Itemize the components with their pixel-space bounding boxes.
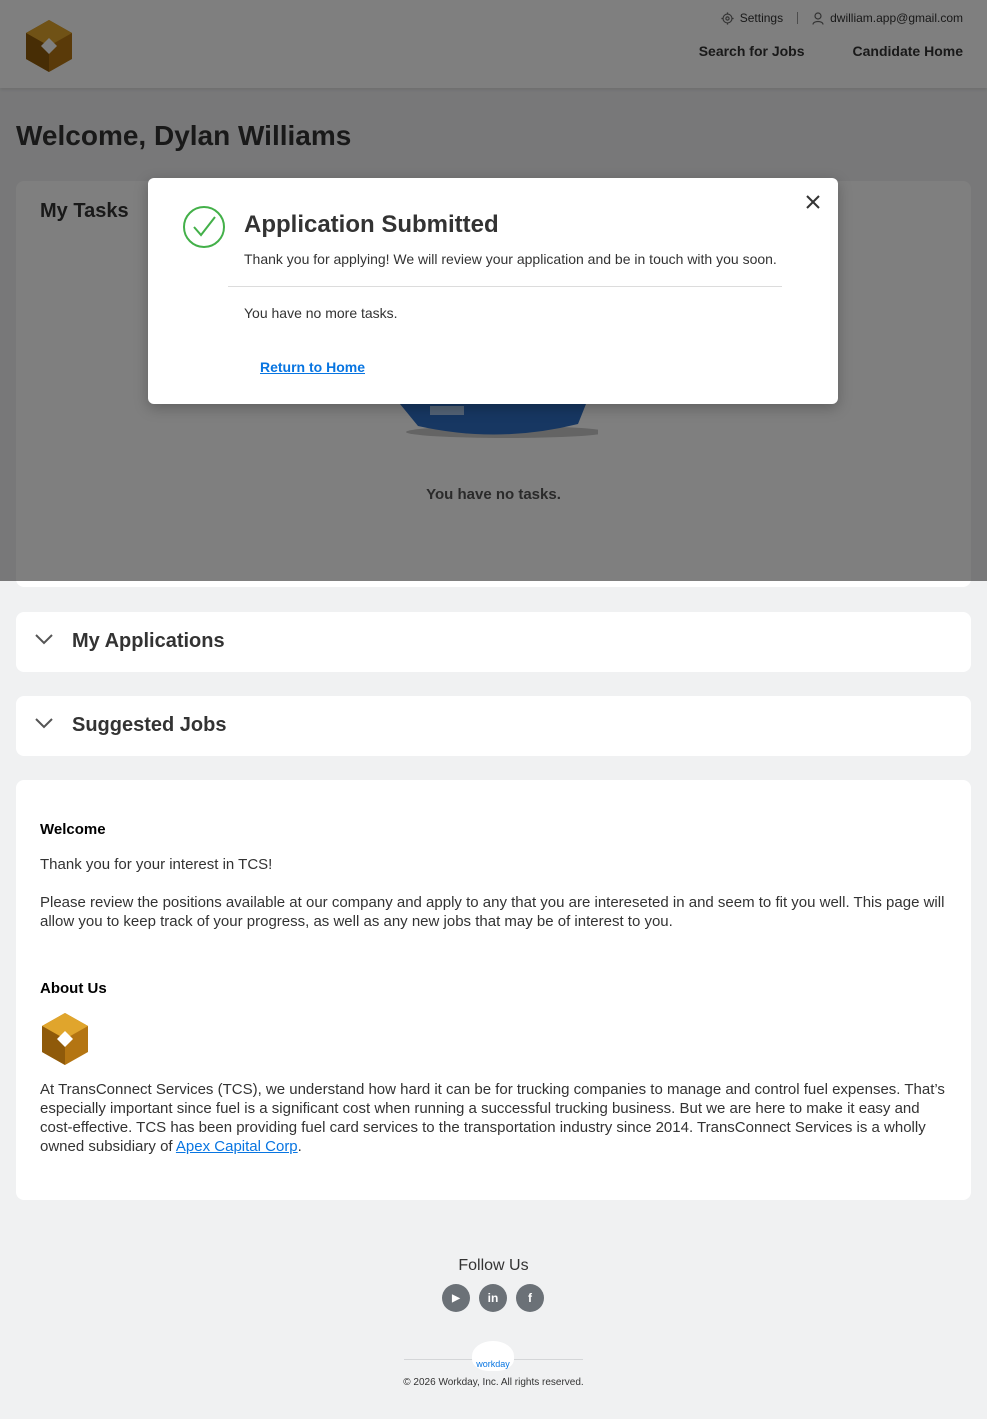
dialog-message: Thank you for applying! We will review your application and be in touch with you soon. xyxy=(244,251,777,267)
copyright-text: © 2026 Workday, Inc. All rights reserved. xyxy=(403,1377,584,1388)
return-to-home-link[interactable]: Return to Home xyxy=(260,359,365,375)
youtube-icon[interactable]: ▶ xyxy=(442,1284,470,1312)
about-text-end: . xyxy=(297,1138,302,1155)
about-description xyxy=(40,1080,945,1156)
apex-capital-link[interactable]: Apex Capital Corp xyxy=(175,1138,298,1155)
chevron-down-icon[interactable] xyxy=(34,632,54,646)
company-info-card xyxy=(16,780,971,1200)
dialog-title: Application Submitted xyxy=(244,211,499,238)
social-links xyxy=(442,1284,544,1312)
no-more-tasks-text: You have no more tasks. xyxy=(244,305,398,321)
linkedin-icon[interactable]: in xyxy=(479,1284,507,1312)
footer-divider xyxy=(514,1359,583,1360)
company-logo xyxy=(42,1012,88,1066)
check-circle-icon xyxy=(182,205,226,249)
divider xyxy=(228,286,782,287)
welcome-line: Thank you for your interest in TCS! xyxy=(40,856,273,873)
suggested-jobs-card[interactable] xyxy=(16,696,971,756)
chevron-down-icon[interactable] xyxy=(34,716,54,730)
about-heading: About Us xyxy=(40,980,107,997)
close-icon[interactable] xyxy=(804,193,822,211)
welcome-heading: Welcome xyxy=(40,821,106,838)
welcome-description: Please review the positions available at our company and apply to any that you are intereseted in and seem to fit you well. This page will allow you to keep track of your progress, as well as any new jobs that may be of interest to you. xyxy=(40,894,945,930)
suggested-jobs-title[interactable]: Suggested Jobs xyxy=(72,714,227,736)
about-text: At TransConnect Services (TCS), we understand how hard it can be for trucking companies to manage and control fuel expenses. That’s especially important since fuel is a significant cost when running a successful trucking business. But we are here to make it easy and cost-effective. TCS has been providing fuel card services to the transportation industry since 2014. TransConnect Services is a wholly owned subsidiary of xyxy=(40,1081,945,1155)
workday-logo: workday xyxy=(472,1341,514,1371)
follow-us-label: Follow Us xyxy=(458,1257,529,1274)
application-submitted-dialog xyxy=(148,178,838,404)
my-applications-card[interactable] xyxy=(16,612,971,672)
facebook-icon[interactable]: f xyxy=(516,1284,544,1312)
footer-divider xyxy=(404,1359,474,1360)
my-applications-title[interactable]: My Applications xyxy=(72,630,225,652)
